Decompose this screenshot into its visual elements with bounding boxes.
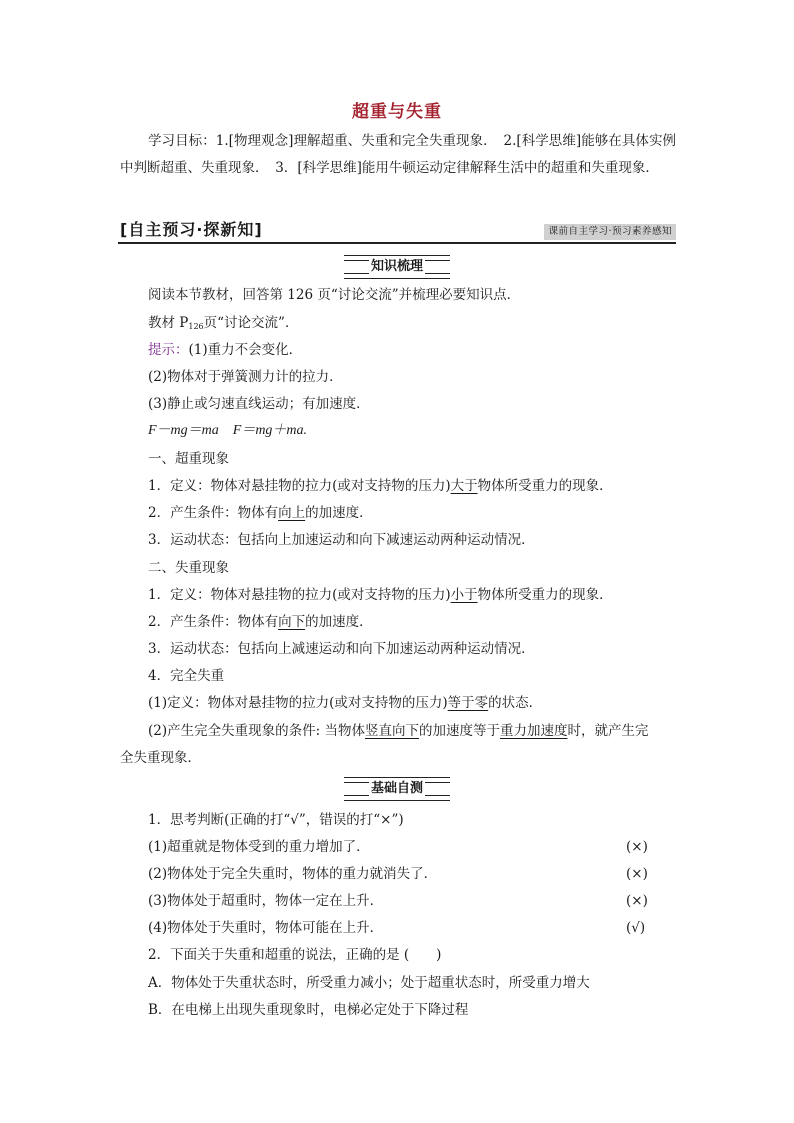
weightloss-definition: 1．定义：物体对悬挂物的拉力(或对支持物的压力)小于物体所受重力的现象．: [148, 587, 613, 603]
formula-line: F－mg＝ma F＝mg＋ma.: [148, 423, 308, 438]
section-tag: 课前自主学习·预习素养感知: [544, 224, 676, 240]
weightloss-motion: 3．运动状态：包括向上减速运动和向下加速运动两种运动情况．: [148, 641, 535, 657]
complete-weightloss-condition-cont: 全失重现象．: [120, 750, 201, 766]
textbook-ref: 教材 $P_{126}$页“讨论交流”．: [148, 315, 299, 331]
judge-item-4: (4)物体处于失重时，物体可能在上升．: [148, 920, 384, 936]
question-2-stem: 2．下面关于失重和超重的说法，正确的是 ( ): [148, 947, 442, 963]
overweight-definition: 1．定义：物体对悬挂物的拉力(或对支持物的压力)大于物体所受重力的现象．: [148, 478, 613, 494]
judge-mark-3: (×): [626, 893, 648, 909]
option-a: A．物体处于失重状态时，所受重力减小；处于超重状态时，所受重力增大: [148, 975, 590, 991]
learning-goals: 学习目标：1.[物理观念]理解超重、失重和完全失重现象． 2.[科学思维]能够在具体实例中判断超重、失重现象． 3．[科学思维]能用牛顿运动定律解释生活中的超重和失重现象．: [120, 133, 676, 176]
judge-mark-2: (×): [626, 866, 648, 882]
selftest-heading: 基础自测: [344, 781, 450, 797]
weightloss-heading: 二、失重现象: [148, 560, 229, 576]
hint-line-1: 提示：(1)重力不会变化．: [148, 342, 303, 358]
section-header: [118, 216, 676, 244]
judge-item-1: (1)超重就是物体受到的重力增加了．: [148, 839, 370, 855]
judge-mark-4: (√): [626, 920, 646, 936]
judge-item-2: (2)物体处于完全失重时，物体的重力就消失了．: [148, 866, 438, 882]
knowledge-heading: 知识梳理: [344, 259, 450, 275]
complete-weightloss-heading: 4．完全失重: [148, 668, 225, 684]
complete-weightloss-condition: (2)产生完全失重现象的条件: 当物体竖直向下的加速度等于重力加速度时，就产生完: [148, 723, 649, 739]
overweight-heading: 一、超重现象: [148, 451, 229, 467]
hint-line-2: (2)物体对于弹簧测力计的拉力．: [148, 369, 343, 385]
intro-text: 阅读本节教材，回答第 126 页“讨论交流”并梳理必要知识点．: [148, 287, 521, 303]
overweight-motion: 3．运动状态：包括向上加速运动和向下减速运动两种运动情况．: [148, 532, 535, 548]
option-b: B．在电梯上出现失重现象时，电梯必定处于下降过程: [148, 1002, 469, 1018]
question-1-stem: 1．思考判断(正确的打“√”，错误的打“×”): [148, 812, 404, 828]
hint-label: 提示：: [148, 342, 189, 358]
complete-weightloss-definition: (1)定义：物体对悬挂物的拉力(或对支持物的压力)等于零的状态．: [148, 695, 543, 711]
hint-line-3: (3)静止或匀速直线运动；有加速度．: [148, 396, 370, 412]
page-title: 超重与失重: [352, 102, 442, 122]
weightloss-condition: 2．产生条件：物体有向下的加速度．: [148, 614, 373, 630]
judge-mark-1: (×): [626, 839, 648, 855]
section-title: [自主预习·探新知]: [120, 220, 263, 239]
overweight-condition: 2．产生条件：物体有向上的加速度．: [148, 505, 373, 521]
judge-item-3: (3)物体处于超重时，物体一定在上升．: [148, 893, 384, 909]
